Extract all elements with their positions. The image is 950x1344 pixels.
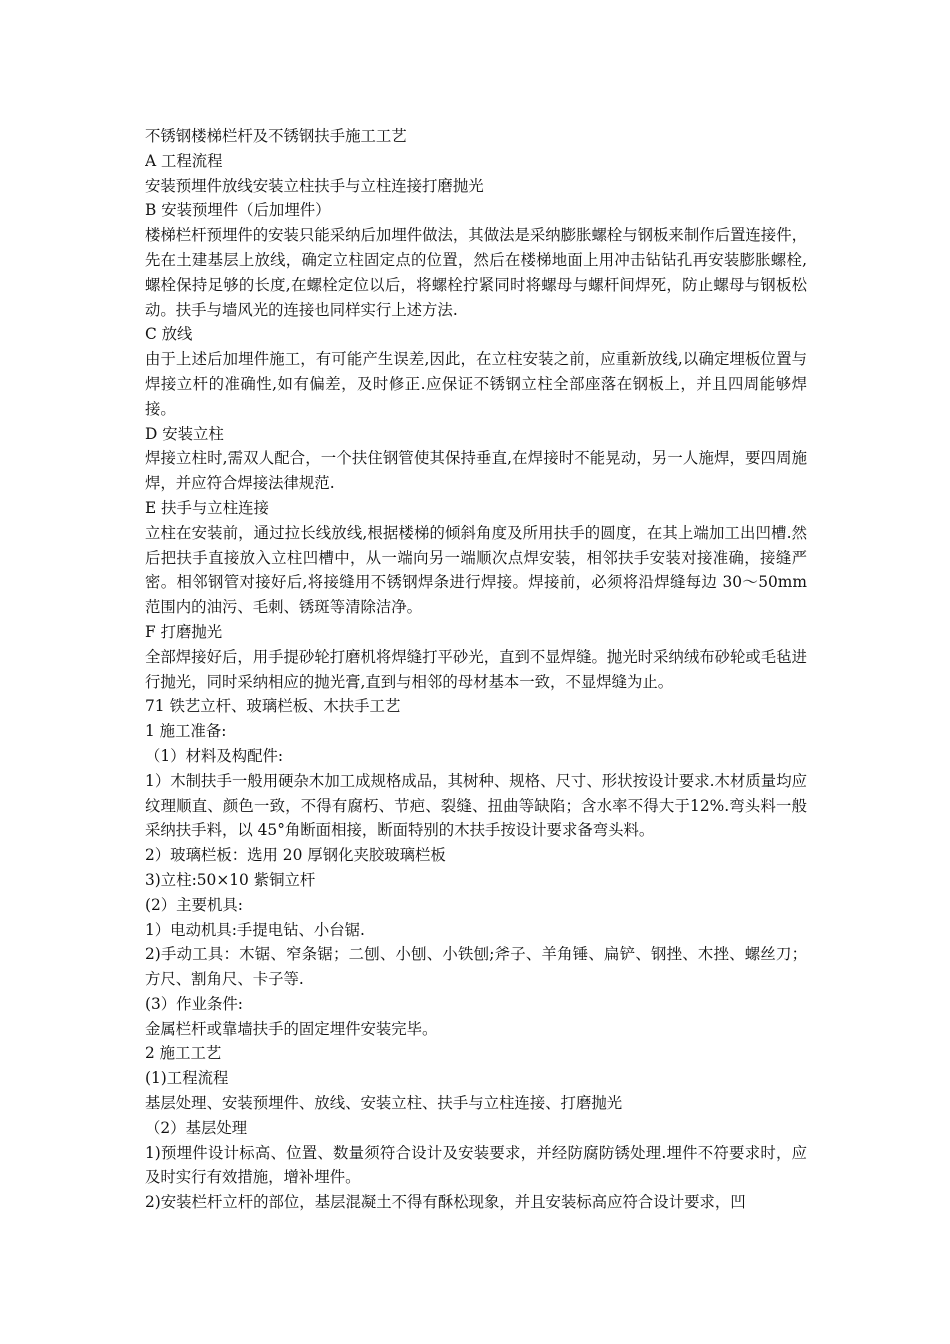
paragraph: 由于上述后加埋件施工，有可能产生误差,因此，在立柱安装之前，应重新放线,以确定埋板位置与焊接立杆的准确性,如有偏差，及时修正.应保证不锈钢立柱全部座落在钢板上，并且四周能够焊接。	[145, 350, 807, 418]
text-line: (1)工程流程	[145, 1069, 229, 1088]
document-title: 不锈钢楼梯栏杆及不锈钢扶手施工工艺	[145, 127, 407, 145]
text-line: 71 铁艺立杆、玻璃栏板、木扶手工艺	[145, 697, 401, 716]
text-line: 1）电动机具:手提电钻、小台锯.	[145, 920, 365, 939]
paragraph: 2)手动工具：木锯、窄条锯；二刨、小刨、小铁刨;斧子、羊角锤、扁铲、钢挫、木挫、螺丝刀；方尺、割角尺、卡子等.	[145, 945, 807, 989]
text-line: 基层处理、安装预埋件、放线、安装立柱、扶手与立柱连接、打磨抛光	[145, 1094, 623, 1113]
text-line: C 放线	[145, 325, 193, 344]
paragraph: 安装预埋件放线安装立柱扶手与立柱连接打磨抛光	[145, 176, 484, 195]
paragraph: 楼梯栏杆预埋件的安装只能采纳后加埋件做法，其做法是采纳膨胀螺栓与钢板来制作后置连接件，先在土建基层上放线，确定立柱固定点的位置，然后在楼梯地面上用冲击钻钻孔再安装膨胀螺栓,螺栓保持足够的长度,在螺栓定位以后，将螺栓拧紧同时将螺母与螺杆间焊死，防止螺母与钢板松动。扶手与墙风光的连接也同样实行上述方法.	[145, 226, 807, 319]
document-body	[145, 124, 807, 1215]
text-line: 2)安装栏杆立杆的部位，基层混凝土不得有酥松现象，并且安装标高应符合设计要求，凹	[145, 1193, 746, 1212]
paragraph: 全部焊接好后，用手提砂轮打磨机将焊缝打平砂光，直到不显焊缝。抛光时采纳绒布砂轮或毛毡进行抛光，同时采纳相应的抛光膏,直到与相邻的母材基本一致，不显焊缝为止。	[145, 647, 807, 691]
text-line: （1）材料及构配件:	[145, 746, 284, 765]
text-line: D 安装立柱	[145, 424, 224, 443]
text-line: B 安装预埋件（后加埋件）	[145, 201, 331, 220]
paragraph: 1)预埋件设计标高、位置、数量须符合设计及安装要求，并经防腐防锈处理.埋件不符要求时，应及时实行有效措施，增补埋件。	[145, 1143, 807, 1187]
text-line: 金属栏杆或靠墙扶手的固定埋件安装完毕。	[145, 1019, 438, 1038]
text-line: 2）玻璃栏板：选用 20 厚钢化夹胶玻璃栏板	[145, 846, 446, 865]
text-line: 3)立柱:50×10 紫铜立杆	[145, 870, 316, 889]
paragraph: 焊接立柱时,需双人配合，一个扶住钢管使其保持垂直,在焊接时不能晃动，另一人施焊，要四周施焊，并应符合焊接法律规范.	[145, 449, 807, 493]
text-line: F 打磨抛光	[145, 622, 223, 641]
text-line: A 工程流程	[145, 151, 223, 170]
document-content	[145, 149, 807, 1215]
paragraph: 1）木制扶手一般用硬杂木加工成规格成品，其树种、规格、尺寸、形状按设计要求.木材质量均应纹理顺直、颜色一致，不得有腐朽、节疤、裂缝、扭曲等缺陷；含水率不得大于12%.弯头料一般采纳扶手料，以 45°角断面相接，断面特别的木扶手按设计要求备弯头料。	[145, 771, 807, 840]
text-line: E 扶手与立柱连接	[145, 498, 269, 517]
text-line: (2）主要机具:	[145, 895, 243, 914]
text-line: (3）作业条件:	[145, 994, 243, 1013]
text-line: 1 施工准备:	[145, 722, 227, 741]
text-line: （2）基层处理	[145, 1118, 248, 1137]
paragraph: 立柱在安装前，通过拉长线放线,根据楼梯的倾斜角度及所用扶手的圆度，在其上端加工出凹槽.然后把扶手直接放入立柱凹槽中，从一端向另一端顺次点焊安装，相邻扶手安装对接准确，接缝严密。相邻钢管对接好后,将接缝用不锈钢焊条进行焊接。焊接前，必须将沿焊缝每边 30～50mm 范围内的油污、毛刺、锈斑等清除洁净。	[145, 523, 807, 617]
text-line: 2 施工工艺	[145, 1044, 222, 1063]
